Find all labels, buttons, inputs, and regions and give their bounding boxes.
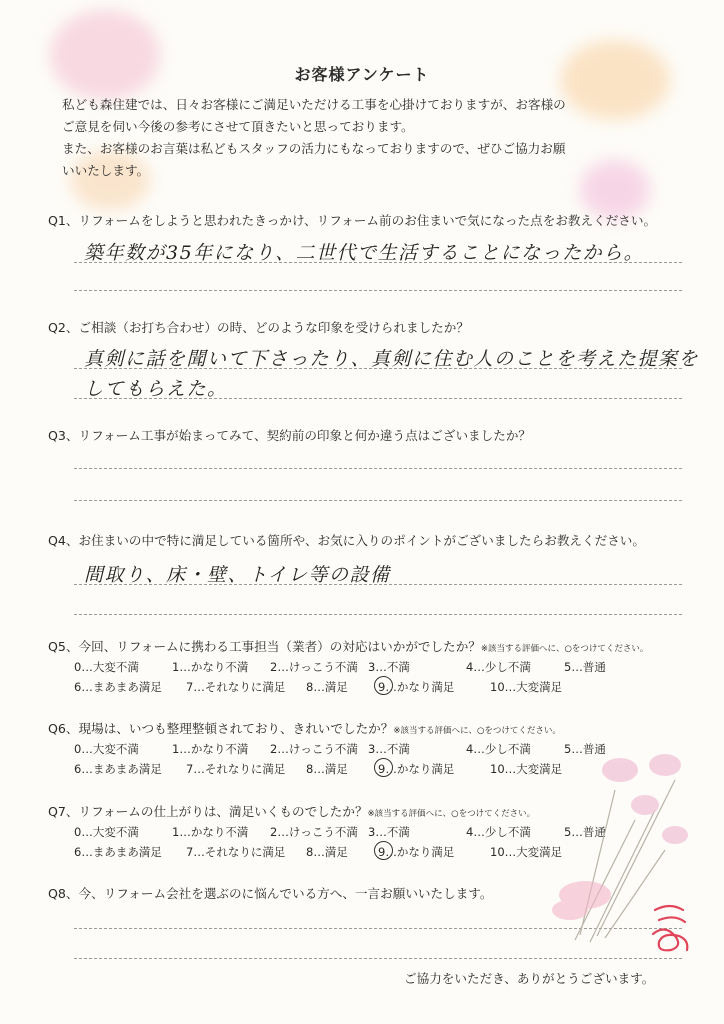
answer-line: [74, 500, 682, 501]
selected-circle: [374, 841, 393, 860]
rating-option-4[interactable]: 4…少し不満: [466, 742, 531, 756]
intro-line: 私ども森住建では、日々お客様にご満足いただける工事を心掛けておりますが、お客様の: [62, 97, 566, 112]
question-2-label: Q2、ご相談（お打ち合わせ）の時、どのような印象を受けられましたか？: [48, 320, 469, 335]
answer-line: [74, 262, 682, 263]
rating-option-3[interactable]: 3…不満: [368, 660, 410, 674]
rating-option-4[interactable]: 4…少し不満: [466, 825, 531, 839]
answer-line: [74, 290, 682, 291]
question-1-label: Q1、リフォームをしようと思われたきっかけ、リフォーム前のお住まいで気になった点をお教えください。: [48, 213, 657, 228]
rating-option-0[interactable]: 0…大変不満: [74, 742, 139, 756]
intro-line: いいたします。: [62, 163, 150, 178]
rating-option-3[interactable]: 3…不満: [368, 825, 410, 839]
rating-option-5[interactable]: 5…普通: [564, 660, 606, 674]
question-7-options: [74, 822, 614, 862]
watercolor-pink-left: [50, 10, 160, 100]
rating-option-9-label: 9…かなり満足: [378, 680, 455, 694]
answer-line: [74, 398, 682, 399]
question-8-label: Q8、今、リフォーム会社を選ぶのに悩んでいる方へ、一言お願いいたします。: [48, 886, 493, 901]
answer-line: [74, 958, 682, 959]
rating-option-6[interactable]: 6…まあまあ満足: [74, 762, 162, 776]
intro-text: [62, 94, 672, 182]
rating-option-10[interactable]: 10…大変満足: [490, 680, 563, 694]
question-5-text: Q5、今回、リフォームに携わる工事担当（業者）の対応はいかがでしたか？: [48, 639, 481, 654]
rating-option-3[interactable]: 3…不満: [368, 742, 410, 756]
question-6-note: ※該当する評価へに、○をつけてください。: [393, 726, 561, 736]
selected-circle: [374, 758, 393, 777]
question-2-answer-line-2: してもらえた。: [84, 378, 228, 400]
rating-option-8[interactable]: 8…満足: [306, 845, 348, 859]
rating-option-1[interactable]: 1…かなり不満: [172, 825, 249, 839]
rating-option-7[interactable]: 7…それなりに満足: [186, 762, 286, 776]
question-2-answer-line-1: 真剣に話を聞いて下さったり、真剣に住む人のことを考えた提案を: [84, 348, 700, 370]
question-6-options: [74, 739, 614, 779]
answer-line: [74, 468, 682, 469]
question-1-answer: 築年数が35年になり、二世代で生活することになったから。: [84, 242, 645, 264]
rating-option-4[interactable]: 4…少し不満: [466, 660, 531, 674]
question-3-label: Q3、リフォーム工事が始まってみて、契約前の印象と何か違う点はございましたか？: [48, 428, 532, 443]
rating-option-2[interactable]: 2…けっこう不満: [270, 742, 358, 756]
rating-option-2[interactable]: 2…けっこう不満: [270, 660, 358, 674]
rating-option-1[interactable]: 1…かなり不満: [172, 660, 249, 674]
rating-option-9-selected[interactable]: [378, 761, 490, 777]
rating-option-6[interactable]: 6…まあまあ満足: [74, 680, 162, 694]
answer-line: [74, 584, 682, 585]
question-4-answer: 間取り、床・壁、トイレ等の設備: [84, 564, 391, 586]
rating-option-7[interactable]: 7…それなりに満足: [186, 845, 286, 859]
rating-option-6[interactable]: 6…まあまあ満足: [74, 845, 162, 859]
question-7-text: Q7、リフォームの仕上がりは、満足いくものでしたか？: [48, 804, 368, 819]
rating-option-8[interactable]: 8…満足: [306, 762, 348, 776]
intro-line: また、お客様のお言葉は私どもスタッフの活力にもなっておりますので、ぜひご協力お願: [62, 141, 566, 156]
rating-option-0[interactable]: 0…大変不満: [74, 660, 139, 674]
question-6-text: Q6、現場は、いつも整理整頓されており、きれいでしたか？: [48, 721, 394, 736]
answer-line: [74, 614, 682, 615]
answer-line: [74, 368, 682, 369]
rating-option-1[interactable]: 1…かなり不満: [172, 742, 249, 756]
rating-option-9-selected[interactable]: [378, 679, 490, 695]
rating-option-8[interactable]: 8…満足: [306, 680, 348, 694]
selected-circle: [374, 676, 393, 695]
rating-option-0[interactable]: 0…大変不満: [74, 825, 139, 839]
rating-option-5[interactable]: 5…普通: [564, 742, 606, 756]
rating-option-10[interactable]: 10…大変満足: [490, 845, 563, 859]
question-5-note: ※該当する評価へに、○をつけてください。: [480, 644, 649, 654]
question-5-label: [48, 636, 688, 655]
intro-line: ご意見を伺い今後の参考にさせて頂きたいと思っております。: [62, 119, 414, 134]
rating-option-7[interactable]: 7…それなりに満足: [186, 680, 286, 694]
rating-option-10[interactable]: 10…大変満足: [490, 762, 563, 776]
question-4-label: Q4、お住まいの中で特に満足している箇所や、お気に入りのポイントがございましたらお教えください。: [48, 533, 645, 548]
page-title: お客様アンケート: [294, 65, 430, 84]
rating-option-9-label: 9…かなり満足: [378, 845, 455, 859]
question-5-options: [74, 657, 614, 697]
rating-option-9-label: 9…かなり満足: [378, 762, 455, 776]
signature-mark: [645, 900, 695, 956]
rating-option-9-selected[interactable]: [378, 844, 490, 860]
question-7-note: ※該当する評価へに、○をつけてください。: [367, 809, 536, 819]
rating-option-5[interactable]: 5…普通: [564, 825, 606, 839]
rating-option-2[interactable]: 2…けっこう不満: [270, 825, 358, 839]
footer-thanks: ご協力をいただき、ありがとうございます。: [404, 971, 655, 986]
